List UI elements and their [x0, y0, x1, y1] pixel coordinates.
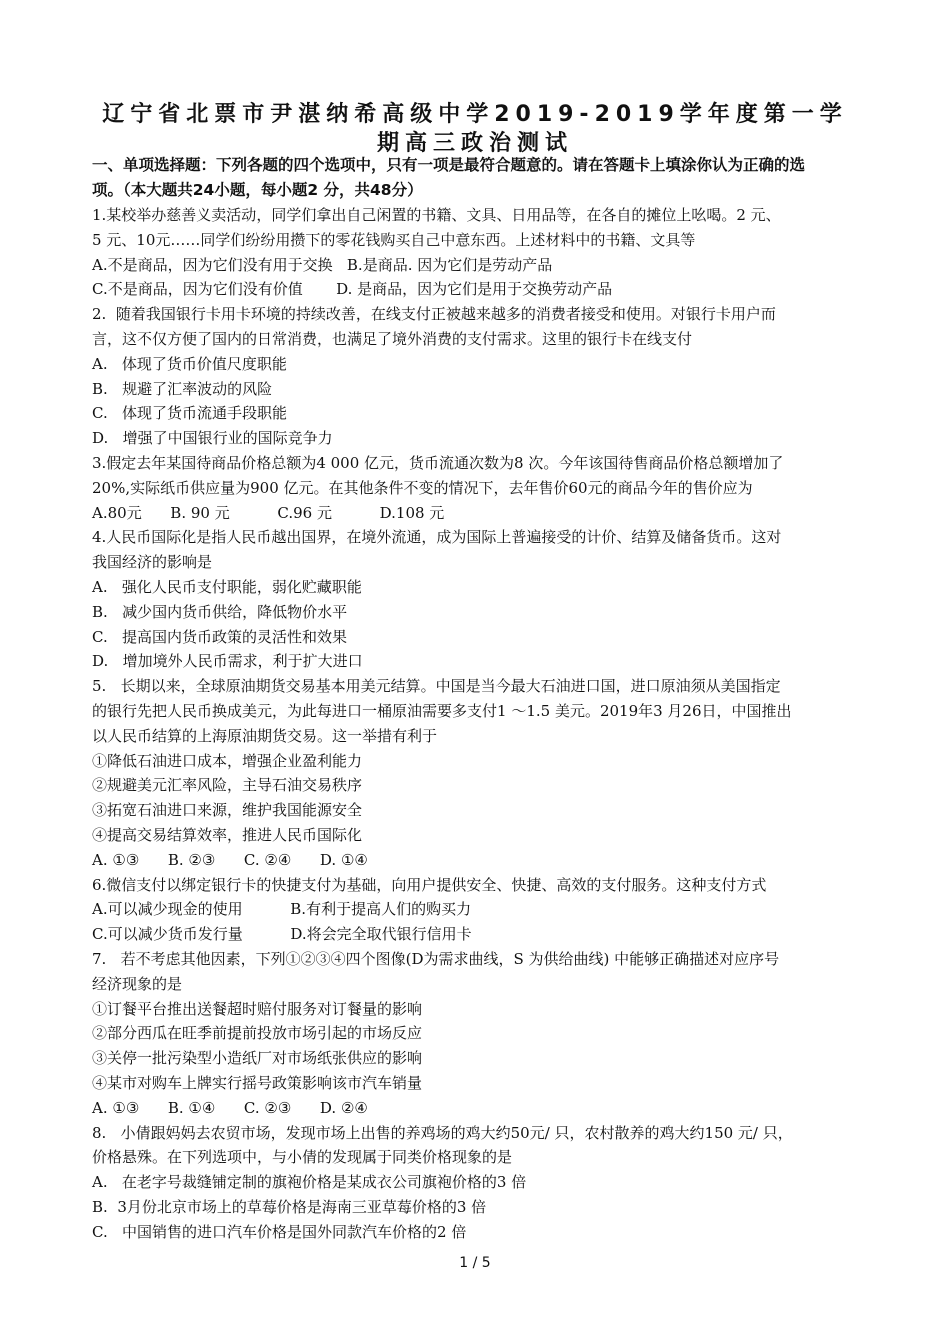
text-line: 我国经济的影响是 [92, 553, 213, 572]
text-line: ②部分西瓜在旺季前提前投放市场引起的市场反应 [92, 1024, 423, 1043]
text-line: A.不是商品，因为它们没有用于交换 B.是商品. 因为它们是劳动产品 [92, 255, 553, 274]
text-line: C.可以减少货币发行量 D.将会完全取代银行信用卡 [92, 925, 472, 944]
text-line: 的银行先把人民币换成美元，为此每进口一桶原油需要多支付1 ～1.5 美元。2019年3 月26日，中国推出 [92, 702, 792, 720]
text-line: 6.微信支付以绑定银行卡的快捷支付为基础，向用户提供安全、快捷、高效的支付服务。这种支付方式 [92, 875, 767, 894]
text-line: B. 减少国内货币供给，降低物价水平 [92, 602, 348, 621]
text-line: A. ①③ B. ①④ C. ②③ D. ②④ [92, 1098, 368, 1117]
text-line: A. 强化人民币支付职能，弱化贮藏职能 [92, 578, 362, 596]
text-line: 8. 小倩跟妈妈去农贸市场，发现市场上出售的养鸡场的鸡大约50元/ 只，农村散养的鸡大约150 元/ 只， [92, 1123, 793, 1142]
text-line: D. 增强了中国银行业的国际竞争力 [92, 429, 333, 448]
text-line: A. 在老字号裁缝铺定制的旗袍价格是某成衣公司旗袍价格的3 倍 [92, 1173, 527, 1192]
text-line: 经济现象的是 [92, 974, 183, 993]
section-heading-line1: 一、单项选择题：下列各题的四个选项中，只有一项是最符合题意的。请在答题卡上填涂你认为正确的选 [92, 156, 806, 174]
text-line: ③关停一批污染型小造纸厂对市场纸张供应的影响 [92, 1049, 423, 1068]
text-line: 言，这不仅方便了国内的日常消费，也满足了境外消费的支付需求。这里的银行卡在线支付 [92, 330, 693, 348]
text-line: C. 体现了货币流通手段职能 [92, 404, 288, 423]
text-line: A.80元 B. 90 元 C.96 元 D.108 元 [92, 503, 445, 522]
text-line: 5. 长期以来，全球原油期货交易基本用美元结算。中国是当今最大石油进口国，进口原油须从美国指定 [92, 677, 781, 696]
document-title-line1: 辽宁省北票市尹湛纳希高级中学2019-2019学年度第一学 [102, 102, 848, 127]
text-line: 1.某校举办慈善义卖活动，同学们拿出自己闲置的书籍、文具、日用品等，在各自的摊位上吆喝。2 元、 [92, 206, 781, 224]
text-line: 3.假定去年某国待商品价格总额为4 000 亿元，货币流通次数为8 次。今年该国待售商品价格总额增加了 [92, 454, 784, 472]
page-number: 1 / 5 [459, 1255, 491, 1271]
text-line: B. 规避了汇率波动的风险 [92, 379, 273, 398]
text-line: 2. 随着我国银行卡用卡环境的持续改善，在线支付正被越来越多的消费者接受和使用。对银行卡用户而 [92, 305, 776, 324]
text-line: 5 元、10元……同学们纷纷用攒下的零花钱购买自己中意东西。上述材料中的书籍、文具等 [92, 230, 696, 249]
text-line: D. 增加境外人民币需求，利于扩大进口 [92, 652, 363, 671]
text-line: 价格悬殊。在下列选项中，与小倩的发现属于同类价格现象的是 [92, 1148, 513, 1167]
text-line: C. 中国销售的进口汽车价格是国外同款汽车价格的2 倍 [92, 1222, 467, 1241]
text-line: C. 提高国内货币政策的灵活性和效果 [92, 627, 348, 646]
text-line: ①降低石油进口成本，增强企业盈利能力 [92, 751, 363, 770]
text-line: A. 体现了货币价值尺度职能 [92, 354, 287, 373]
text-line: 7. 若不考虑其他因素，下列①②③④四个图像(D为需求曲线，S 为供给曲线) 中能够正确描述对应序号 [92, 950, 780, 968]
text-line: ①订餐平台推出送餐超时赔付服务对订餐量的影响 [92, 999, 423, 1018]
text-line: ④某市对购车上牌实行摇号政策影响该市汽车销量 [92, 1074, 423, 1092]
section-heading-line2: 项。（本大题共24小题，每小题2 分，共48分） [92, 181, 423, 199]
text-line: C.不是商品，因为它们没有价值 D. 是商品，因为它们是用于交换劳动产品 [92, 280, 613, 299]
text-line: A. ①③ B. ②③ C. ②④ D. ①④ [92, 850, 368, 869]
text-line: ③拓宽石油进口来源，维护我国能源安全 [92, 801, 363, 820]
text-line: ④提高交易结算效率，推进人民币国际化 [92, 826, 363, 844]
text-line: 4.人民币国际化是指人民币越出国界，在境外流通，成为国际上普遍接受的计价、结算及储备货币。这对 [92, 528, 782, 547]
text-line: A.可以减少现金的使用 B.有利于提高人们的购买力 [92, 900, 472, 919]
text-line: ②规避美元汇率风险，主导石油交易秩序 [92, 776, 363, 795]
text-line: B. 3月份北京市场上的草莓价格是海南三亚草莓价格的3 倍 [92, 1198, 487, 1216]
document-title-line2: 期高三政治测试 [376, 131, 573, 156]
text-line: 20%,实际纸币供应量为900 亿元。在其他条件不变的情况下，去年售价60元的商品今年的售价应为 [92, 478, 753, 497]
text-line: 以人民币结算的上海原油期货交易。这一举措有利于 [92, 726, 438, 745]
